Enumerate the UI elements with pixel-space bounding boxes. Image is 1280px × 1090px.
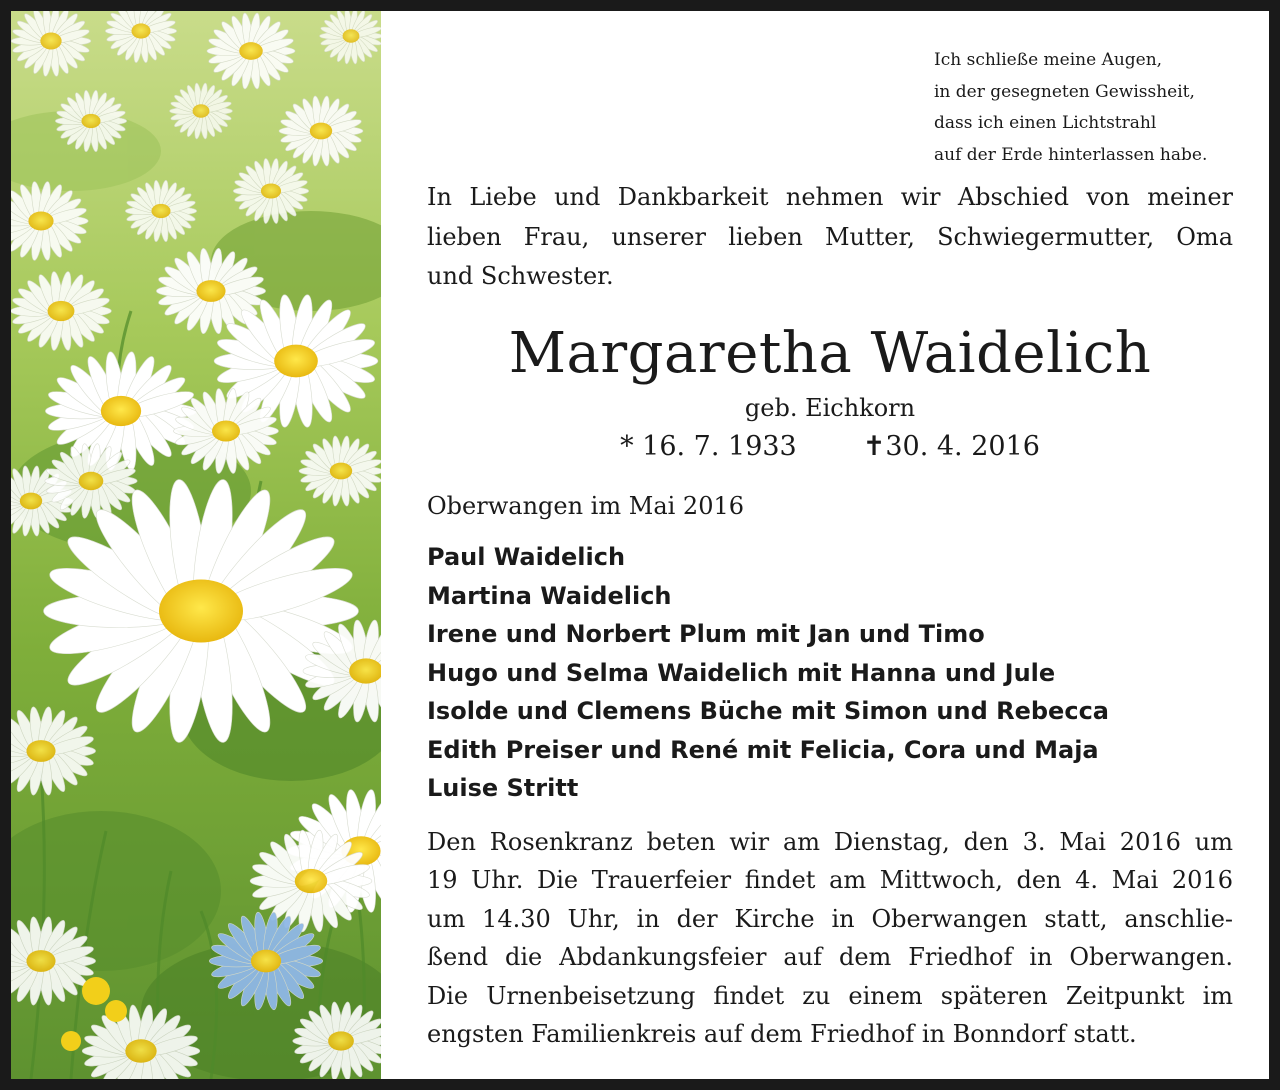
deceased-name: Margaretha Waidelich — [508, 321, 1152, 386]
death-date: ✝30. 4. 2016 — [862, 431, 1040, 462]
maiden-name: geb. Eichkorn — [744, 394, 916, 422]
details-line: Den Rosenkranz beten wir am Dienstag, den 3. Mai 2016 um — [427, 828, 1233, 856]
flower-bud — [61, 1031, 81, 1051]
daisy-flower — [320, 11, 382, 64]
life-dates — [427, 429, 1233, 465]
poem-line: auf der Erde hinterlassen habe. — [934, 144, 1208, 165]
mourner: Isolde und Clemens Büche mit Simon und Rebecca — [427, 697, 1109, 725]
daisy-flower — [105, 11, 176, 63]
obituary-inner — [11, 11, 1269, 1079]
daisy-flower — [11, 706, 96, 796]
details-line: engsten Familienkreis auf dem Friedhof in Bonndorf statt. — [427, 1019, 1137, 1048]
mourner: Paul Waidelich — [427, 543, 626, 571]
obituary-text — [381, 11, 1269, 1079]
details-line: ßend die Abdankungsfeier auf dem Friedhof in Oberwangen. — [427, 943, 1233, 972]
mourner: Hugo und Selma Waidelich mit Hanna und Jule — [427, 658, 1056, 687]
birth-date: * 16. 7. 1933 — [620, 431, 797, 462]
service-details — [427, 823, 1233, 1053]
daisy-flower — [279, 95, 363, 166]
poem-line: in der gesegneten Gewissheit, — [934, 81, 1195, 102]
place-and-date: Oberwangen im Mai 2016 — [427, 492, 745, 520]
mourner: Edith Preiser und René mit Felicia, Cora und Maja — [427, 735, 1099, 764]
intro-text — [427, 178, 1233, 297]
mourner: Luise Stritt — [427, 774, 579, 802]
flower-bud — [105, 1000, 127, 1022]
daisy-flower — [299, 435, 381, 506]
daisy-flower — [125, 180, 196, 242]
poem-line: Ich schließe meine Augen, — [934, 50, 1163, 70]
intro-line: lieben Frau, unserer lieben Mutter, Schwiegermutter, Oma — [427, 222, 1233, 251]
poem — [934, 45, 1254, 171]
mourners-list — [427, 538, 1109, 808]
details-line: Die Urnenbeisetzung findet zu einem späteren Zeitpunkt im — [427, 981, 1233, 1010]
poem-line: dass ich einen Lichtstrahl — [934, 113, 1157, 133]
daisy-meadow-image — [11, 11, 381, 1079]
daisy-flower — [207, 12, 295, 89]
daisy-flower — [11, 271, 111, 351]
details-line: um 14.30 Uhr, in der Kirche in Oberwangen statt, anschlie- — [427, 904, 1233, 933]
daisy-flower — [170, 83, 233, 140]
flower-bud — [82, 977, 110, 1005]
daisy-flower — [11, 181, 88, 261]
intro-line: und Schwester. — [427, 262, 614, 290]
mourner: Irene und Norbert Plum mit Jan und Timo — [427, 620, 985, 648]
details-line: 19 Uhr. Die Trauerfeier findet am Mittwoch, den 4. Mai 2016 — [427, 866, 1233, 895]
mourner: Martina Waidelich — [427, 581, 672, 610]
daisy-flower — [11, 11, 91, 77]
intro-line: In Liebe und Dankbarkeit nehmen wir Abschied von meiner — [427, 183, 1233, 211]
